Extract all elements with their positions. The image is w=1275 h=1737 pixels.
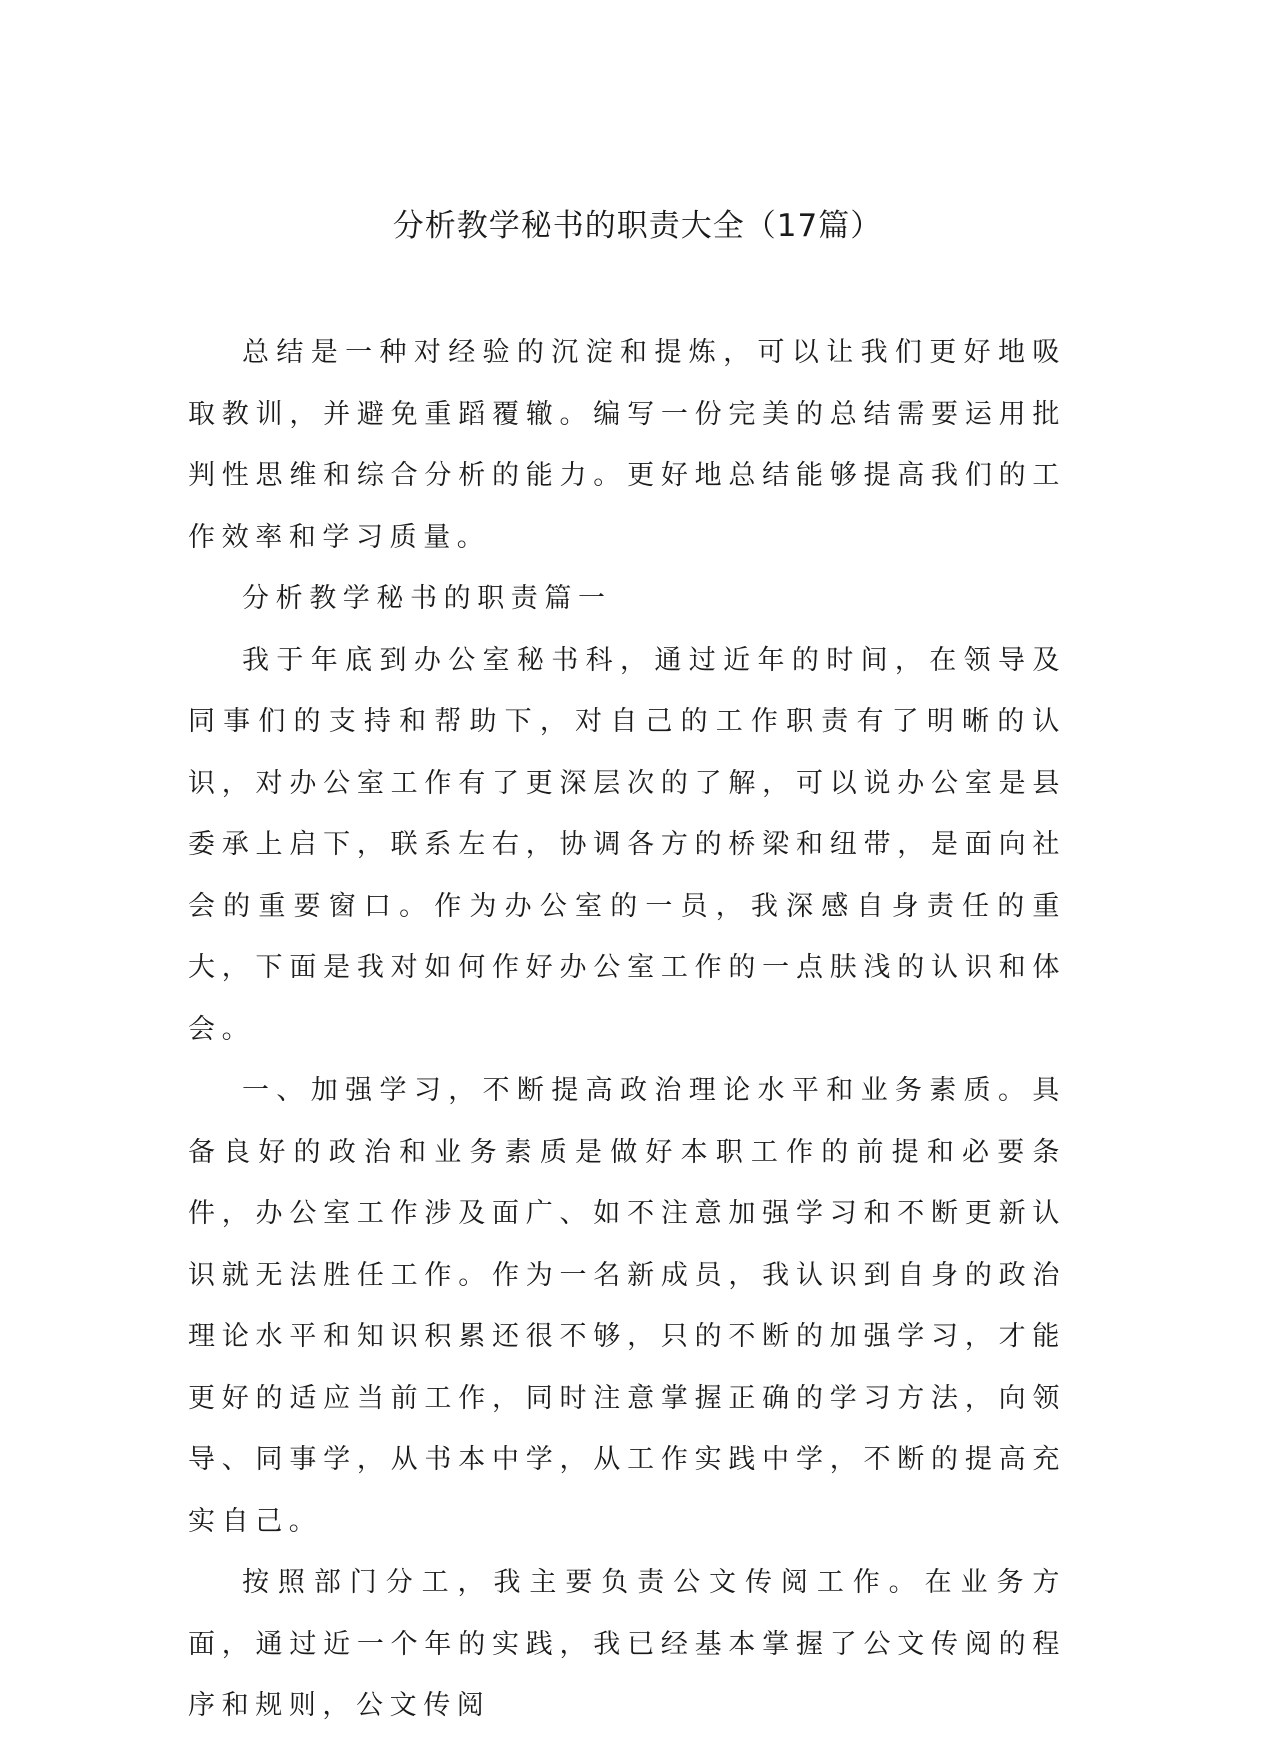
paragraph: 按照部门分工，我主要负责公文传阅工作。在业务方面，通过近一个年的实践，我已经基本掌握了公文传阅的程序和规则，公文传阅 bbox=[188, 1567, 1066, 1721]
paragraph: 一、加强学习，不断提高政治理论水平和业务素质。具备良好的政治和业务素质是做好本职工作的前提和必要条件，办公室工作涉及面广、如不注意加强学习和不断更新认识就无法胜任工作。作为一名新成员，我认识到自身的政治理论水平和知识积累还很不够，只的不断的加强学习，才能更好的适应当前工作，同时注意掌握正确的学习方法，向领导、同事学，从书本中学，从工作实践中学，不断的提高充实自己。 bbox=[188, 1075, 1066, 1537]
paragraph-intro: 总结是一种对经验的沉淀和提炼，可以让我们更好地吸取教训，并避免重蹈覆辙。编写一份完美的总结需要运用批判性思维和综合分析的能力。更好地总结能够提高我们的工作效率和学习质量。 bbox=[188, 337, 1066, 553]
document-body bbox=[188, 322, 1066, 1737]
paragraph: 我于年底到办公室秘书科，通过近年的时间，在领导及同事们的支持和帮助下，对自己的工作职责有了明晰的认识，对办公室工作有了更深层次的了解，可以说办公室是县委承上启下，联系左右，协调各方的桥梁和纽带，是面向社会的重要窗口。作为办公室的一员，我深感自身责任的重大，下面是我对如何作好办公室工作的一点肤浅的认识和体会。 bbox=[188, 644, 1066, 1045]
section-heading: 分析教学秘书的职责篇一 bbox=[242, 583, 612, 614]
document-title: 分析教学秘书的职责大全（17篇） bbox=[392, 208, 883, 244]
